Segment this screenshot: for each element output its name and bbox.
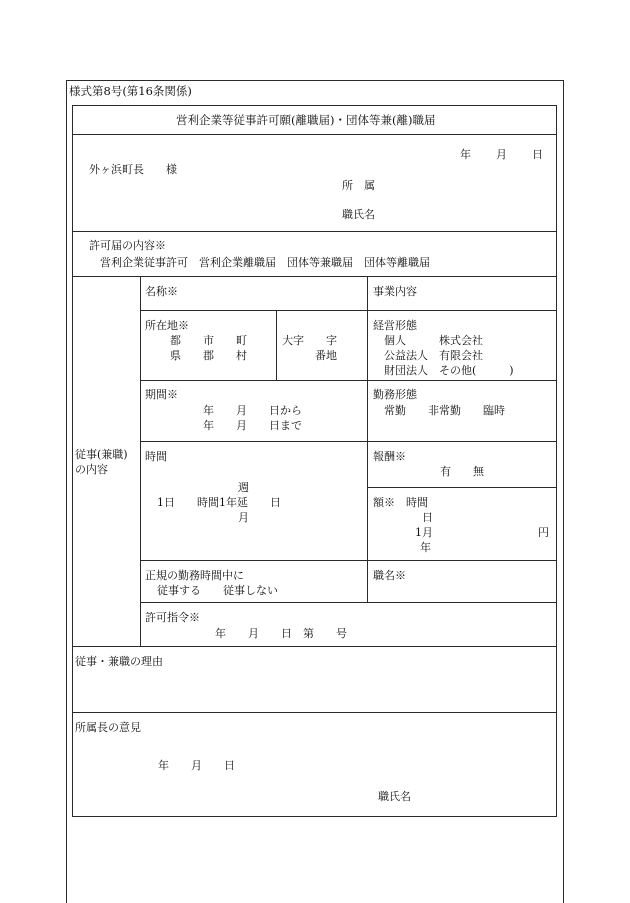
location-aza: 大字 字 bbox=[282, 334, 337, 347]
amount-day: 日 bbox=[422, 511, 433, 524]
business-field-label: 事業内容 bbox=[373, 285, 417, 298]
content-type-label: 許可届の内容※ bbox=[89, 239, 166, 252]
amount-month: 1月 bbox=[415, 526, 433, 539]
management-label: 経営形態 bbox=[373, 319, 417, 332]
reward-label: 報酬※ bbox=[373, 450, 406, 463]
row-line bbox=[140, 602, 557, 603]
work-style-label: 勤務形態 bbox=[373, 388, 417, 401]
permit-label: 許可指令※ bbox=[145, 611, 200, 624]
outer-frame-top bbox=[66, 80, 564, 81]
date-month: 月 bbox=[496, 148, 507, 161]
row-line bbox=[140, 310, 557, 311]
addressee: 外ヶ浜町長 様 bbox=[89, 163, 177, 176]
location-row1: 都 市 町 bbox=[170, 334, 247, 347]
amount-label: 額※ 時間 bbox=[373, 496, 428, 509]
affiliation-label: 所 属 bbox=[342, 179, 375, 192]
amount-year: 年 bbox=[420, 541, 431, 554]
period-label: 期間※ bbox=[145, 388, 178, 401]
amount-yen: 円 bbox=[538, 526, 549, 539]
form-title: 営利企業等従事許可願(離職届)・団体等兼(離)職届 bbox=[176, 113, 436, 127]
location-row2: 県 郡 村 bbox=[170, 349, 247, 362]
management-row2: 公益法人 有限会社 bbox=[384, 349, 483, 362]
col-line-side bbox=[140, 276, 141, 646]
period-from: 年 月 日から bbox=[203, 404, 302, 417]
row-line bbox=[140, 380, 557, 381]
period-to: 年 月 日まで bbox=[203, 419, 302, 432]
row-line bbox=[72, 816, 557, 817]
row-line bbox=[72, 276, 557, 277]
row-line bbox=[140, 560, 557, 561]
col-line-mid bbox=[367, 276, 368, 602]
name-field-label: 名称※ bbox=[145, 285, 178, 298]
reward-options: 有 無 bbox=[440, 465, 484, 478]
row-line bbox=[72, 231, 557, 232]
opinion-date: 年 月 日 bbox=[158, 759, 235, 772]
side-label-line1: 従事(兼職) bbox=[75, 448, 128, 461]
work-style-options: 常勤 非常勤 臨時 bbox=[384, 404, 505, 417]
hours-month: 月 bbox=[238, 511, 249, 524]
location-label: 所在地※ bbox=[145, 319, 189, 332]
regular-hours-options: 従事する 従事しない bbox=[157, 584, 278, 597]
col-line-location bbox=[276, 310, 277, 380]
row-line bbox=[72, 134, 557, 135]
hours-label: 時間 bbox=[145, 450, 167, 463]
row-line bbox=[72, 646, 557, 647]
hours-line: 1日 時間1年延 日 bbox=[157, 496, 281, 509]
permit-line: 年 月 日 第 号 bbox=[215, 627, 347, 640]
content-type-options: 営利企業従事許可 営利企業離職届 団体等兼職届 団体等離職届 bbox=[100, 256, 430, 269]
management-row3: 財団法人 その他( ) bbox=[384, 364, 514, 377]
regular-hours-label: 正規の勤務時間中に bbox=[145, 569, 244, 582]
row-line bbox=[367, 487, 557, 488]
opinion-label: 所属長の意見 bbox=[75, 721, 141, 734]
row-line bbox=[140, 441, 557, 442]
date-year: 年 bbox=[460, 148, 471, 161]
outer-frame-right bbox=[563, 80, 564, 903]
table-left-border bbox=[72, 105, 73, 817]
row-line bbox=[72, 105, 557, 106]
form-number: 様式第8号(第16条関係) bbox=[69, 84, 192, 98]
date-day: 日 bbox=[532, 148, 543, 161]
location-banchi: 番地 bbox=[315, 349, 337, 362]
row-line bbox=[72, 712, 557, 713]
position-label: 職名※ bbox=[373, 569, 406, 582]
side-label-line2: の内容 bbox=[75, 463, 108, 476]
management-row1: 個人 株式会社 bbox=[384, 334, 483, 347]
opinion-name-label: 職氏名 bbox=[378, 790, 411, 803]
outer-frame-left bbox=[66, 80, 67, 903]
applicant-name-label: 職氏名 bbox=[342, 208, 375, 221]
table-right-border bbox=[556, 105, 557, 817]
hours-week: 週 bbox=[238, 481, 249, 494]
reason-label: 従事・兼職の理由 bbox=[75, 655, 163, 668]
